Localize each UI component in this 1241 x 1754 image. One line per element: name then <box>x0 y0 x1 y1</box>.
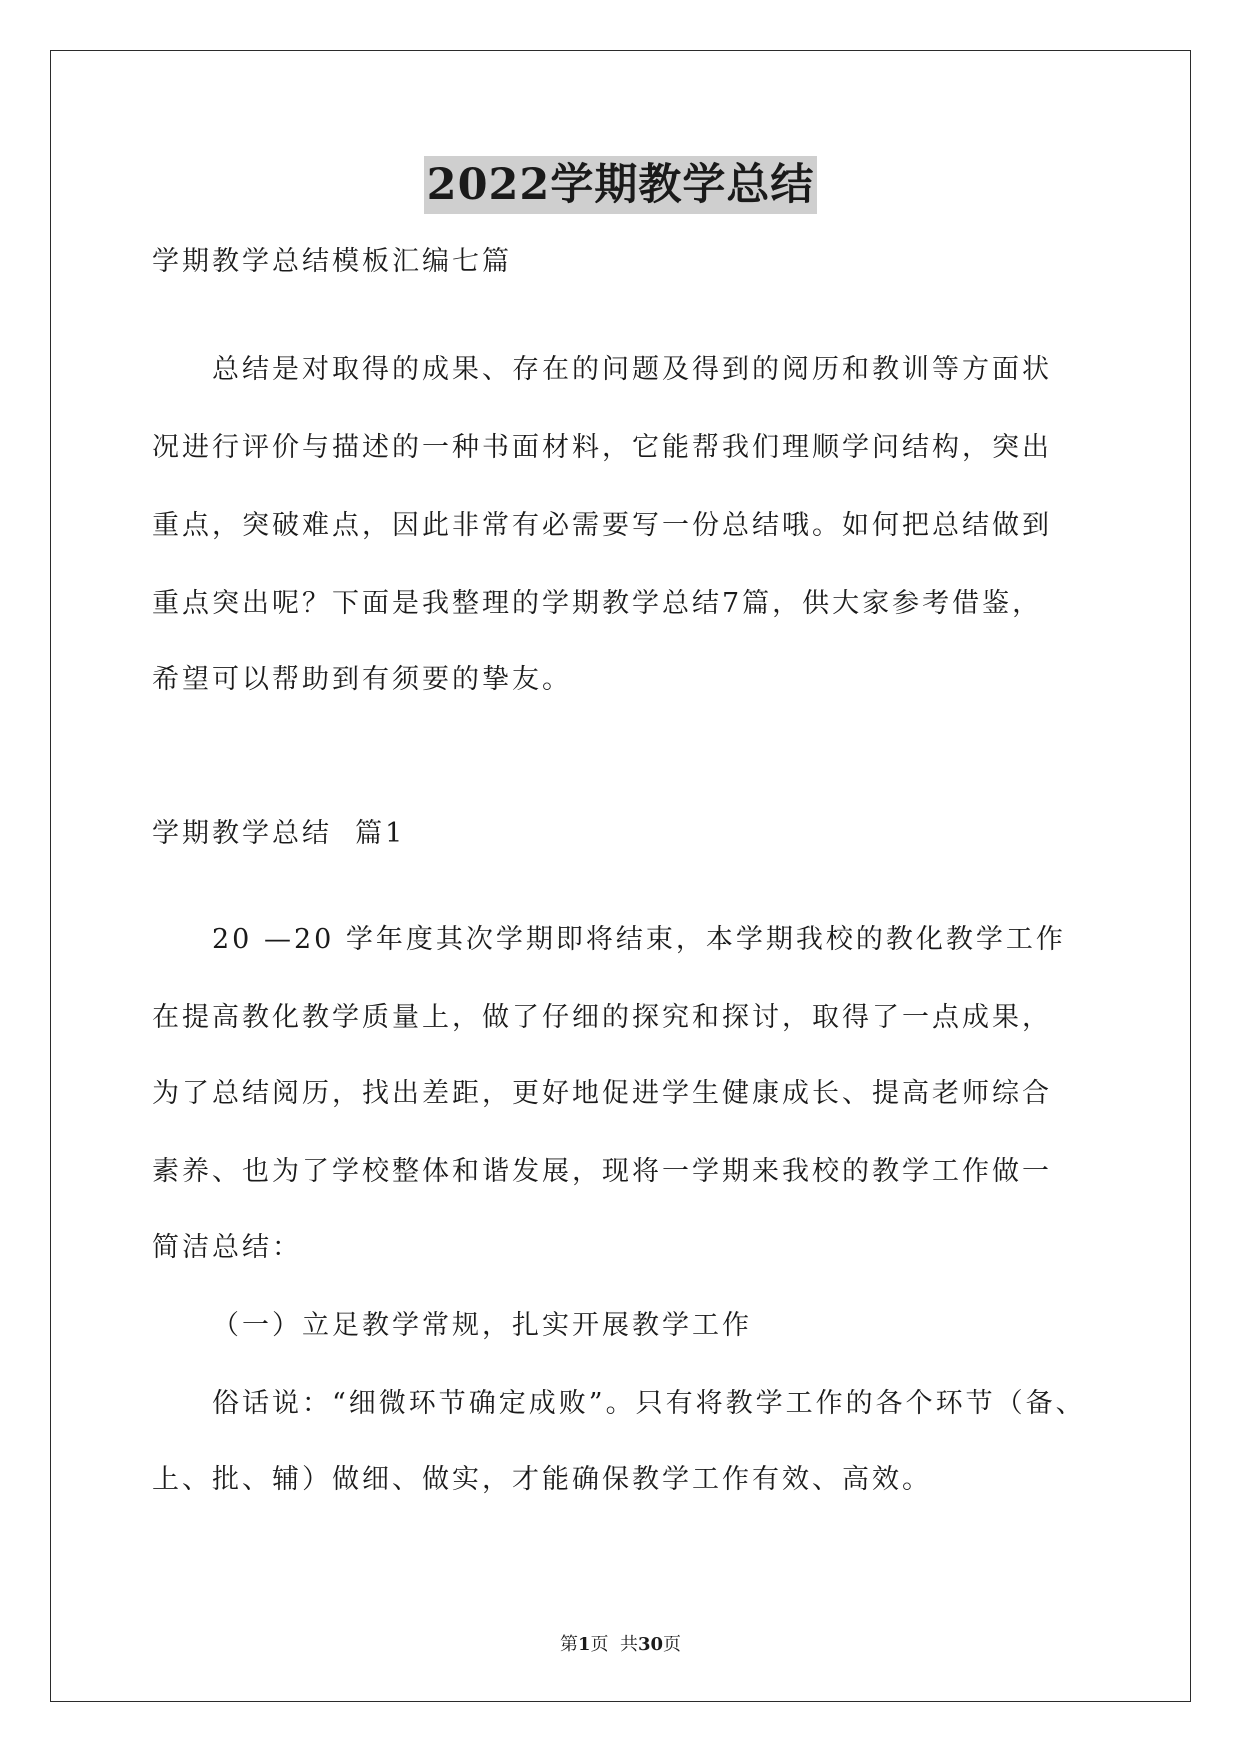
section-heading: 学期教学总结 篇1 <box>152 818 406 849</box>
subsection-line-2: 上、批、辅）做细、做实，才能确保教学工作有效、高效。 <box>152 1464 932 1495</box>
section-line-4: 素养、也为了学校整体和谐发展，现将一学期来我校的教学工作做一 <box>152 1156 1052 1187</box>
section-line-2: 在提高教化教学质量上，做了仔细的探究和探讨，取得了一点成果， <box>152 1002 1052 1033</box>
section-line-3: 为了总结阅历，找出差距，更好地促进学生健康成长、提高老师综合 <box>152 1078 1052 1109</box>
subsection-heading: （一）立足教学常规，扎实开展教学工作 <box>212 1310 752 1341</box>
page-footer <box>0 1630 1241 1656</box>
intro-line-4: 重点突出呢？下面是我整理的学期教学总结7篇，供大家参考借鉴， <box>152 588 1043 619</box>
document-subtitle: 学期教学总结模板汇编七篇 <box>152 246 512 277</box>
document-title-text: 2022学期教学总结 <box>424 156 818 214</box>
intro-line-2: 况进行评价与描述的一种书面材料，它能帮我们理顺学问结构，突出 <box>152 432 1052 463</box>
intro-line-1: 总结是对取得的成果、存在的问题及得到的阅历和教训等方面状 <box>212 354 1052 385</box>
footer-page-mid: 页 共 <box>590 1634 638 1655</box>
subsection-line-1: 俗话说：“细微环节确定成败”。只有将教学工作的各个环节（备、 <box>212 1388 1086 1419</box>
footer-total-pages: 30 <box>637 1634 664 1655</box>
intro-line-5: 希望可以帮助到有须要的挚友。 <box>152 664 572 695</box>
footer-page-suffix: 页 <box>663 1634 682 1655</box>
page-border <box>50 50 1191 1702</box>
section-line-5: 简洁总结： <box>152 1232 302 1263</box>
section-line-1: 20 —20 学年度其次学期即将结束，本学期我校的教化教学工作 <box>212 924 1066 955</box>
intro-line-3: 重点，突破难点，因此非常有必需要写一份总结哦。如何把总结做到 <box>152 510 1052 541</box>
footer-page-number: 1 <box>577 1634 591 1655</box>
document-title <box>0 156 1241 214</box>
footer-page-prefix: 第 <box>559 1634 578 1655</box>
